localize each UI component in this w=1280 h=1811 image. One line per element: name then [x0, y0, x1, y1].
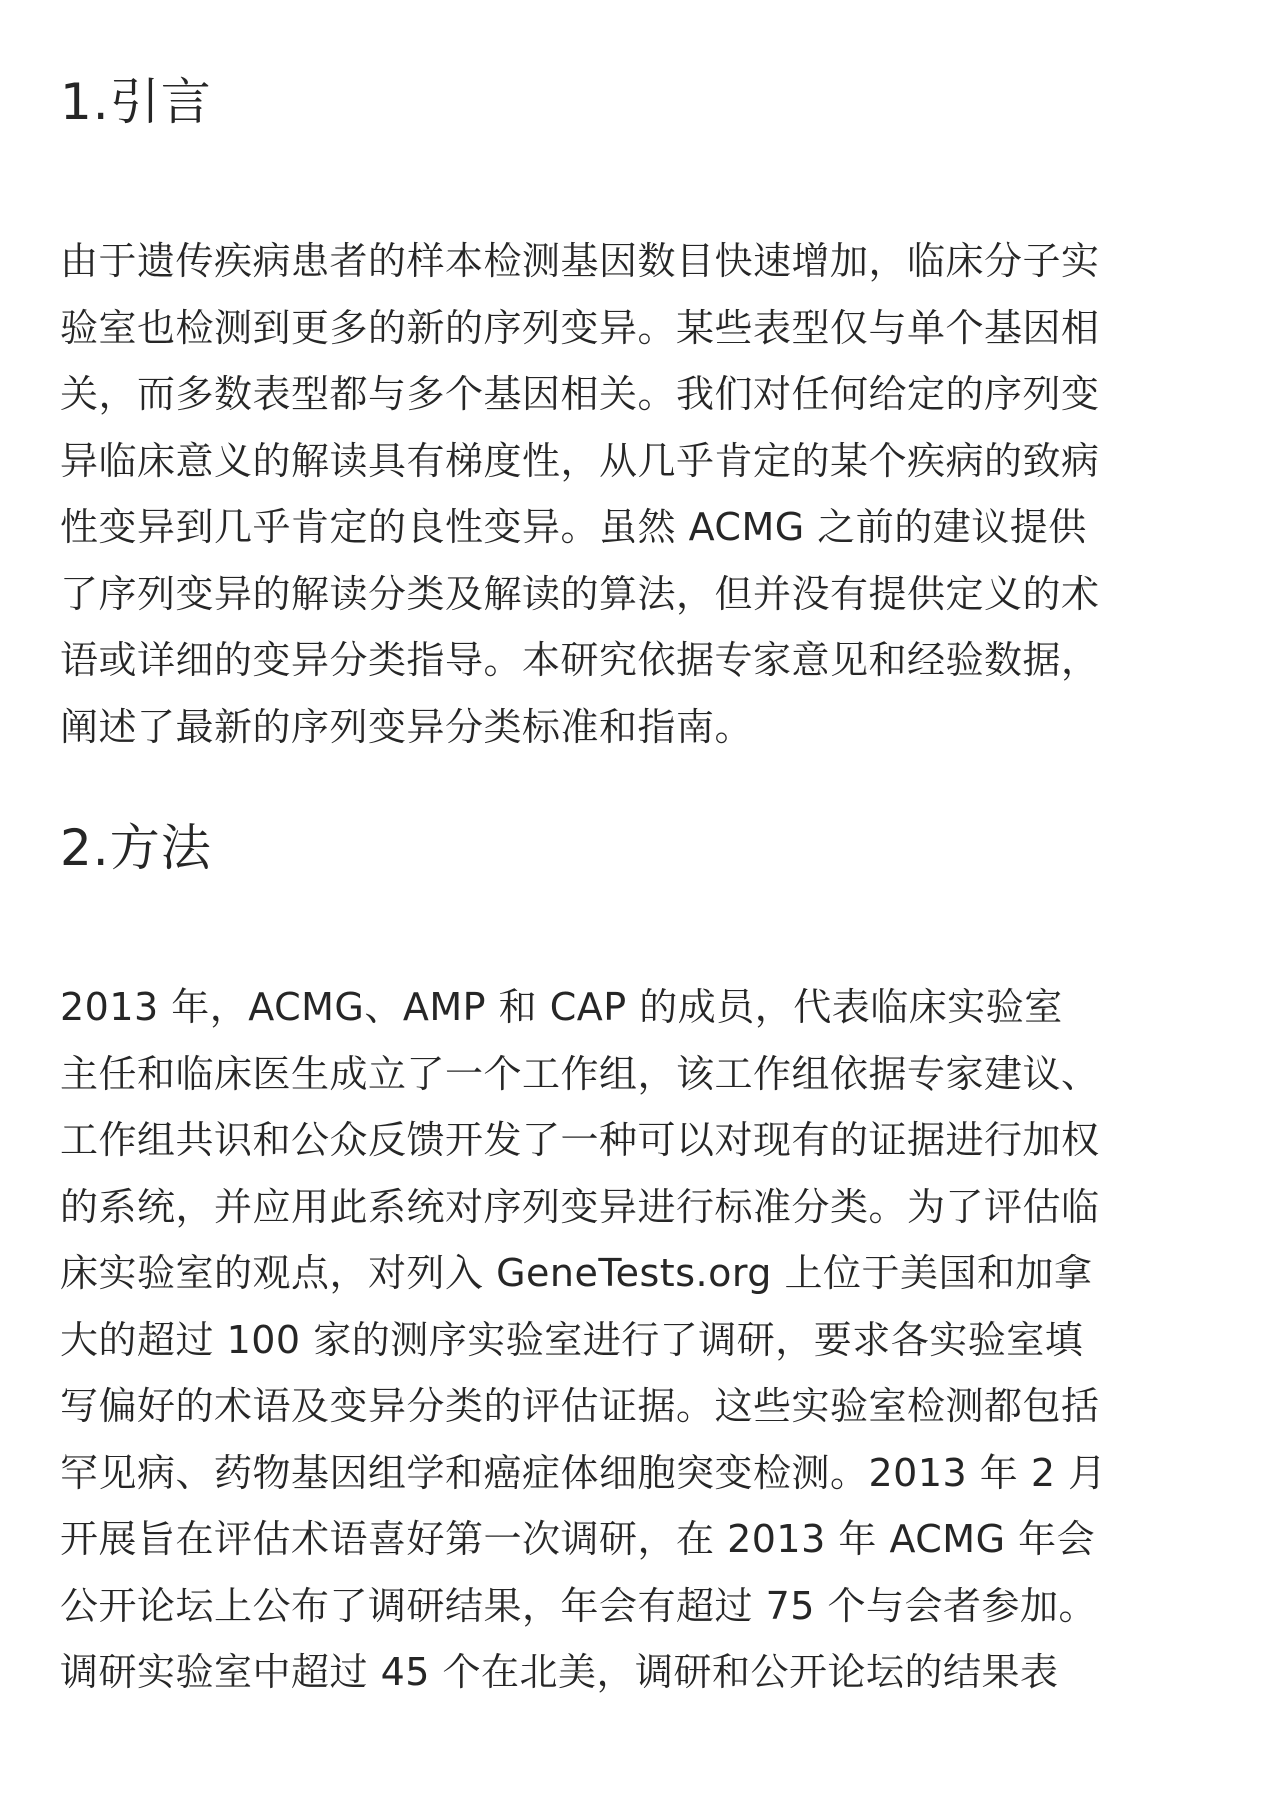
- paragraph-line: 罕见病、药物基因组学和癌症体细胞突变检测。2013 年 2 月: [60, 1450, 1107, 1495]
- paragraph-line: 2013 年，ACMG、AMP 和 CAP 的成员，代表临床实验室: [60, 985, 1063, 1029]
- paragraph-line: 公开论坛上公布了调研结果，年会有超过 75 个与会者参加。: [60, 1583, 1098, 1628]
- paragraph-line: 大的超过 100 家的测序实验室进行了调研，要求各实验室填: [60, 1317, 1084, 1362]
- paragraph-line: 床实验室的观点，对列入 GeneTests.org 上位于美国和加拿: [60, 1251, 1093, 1295]
- introduction-paragraph: [60, 228, 1220, 760]
- paragraph-line: 验室也检测到更多的新的序列变异。某些表型仅与单个基因相: [60, 305, 1100, 350]
- paragraph-line: 主任和临床医生成立了一个工作组，该工作组依据专家建议、: [60, 1051, 1100, 1096]
- paragraph-line: 的系统，并应用此系统对序列变异进行标准分类。为了评估临: [60, 1184, 1100, 1229]
- paragraph-line: 异临床意义的解读具有梯度性，从几乎肯定的某个疾病的致病: [60, 438, 1100, 483]
- paragraph-line: 工作组共识和公众反馈开发了一种可以对现有的证据进行加权: [60, 1118, 1100, 1162]
- methods-paragraph: [60, 974, 1220, 1706]
- paragraph-line: 调研实验室中超过 45 个在北美，调研和公开论坛的结果表: [60, 1650, 1059, 1694]
- paragraph-line: 由于遗传疾病患者的样本检测基因数目快速增加，临床分子实: [60, 239, 1100, 283]
- section-heading-methods: 2.方法: [60, 819, 212, 877]
- paragraph-line: 阐述了最新的序列变异分类标准和指南。: [60, 704, 754, 749]
- paragraph-line: 了序列变异的解读分类及解读的算法，但并没有提供定义的术: [60, 571, 1100, 616]
- paragraph-line: 开展旨在评估术语喜好第一次调研，在 2013 年 ACMG 年会: [60, 1517, 1096, 1561]
- paragraph-line: 性变异到几乎肯定的良性变异。虽然 ACMG 之前的建议提供: [60, 505, 1087, 549]
- paragraph-line: 关，而多数表型都与多个基因相关。我们对任何给定的序列变: [60, 372, 1100, 416]
- paragraph-line: 写偏好的术语及变异分类的评估证据。这些实验室检测都包括: [60, 1384, 1100, 1428]
- section-heading-introduction: 1.引言: [60, 73, 212, 131]
- paragraph-line: 语或详细的变异分类指导。本研究依据专家意见和经验数据，: [60, 638, 1100, 682]
